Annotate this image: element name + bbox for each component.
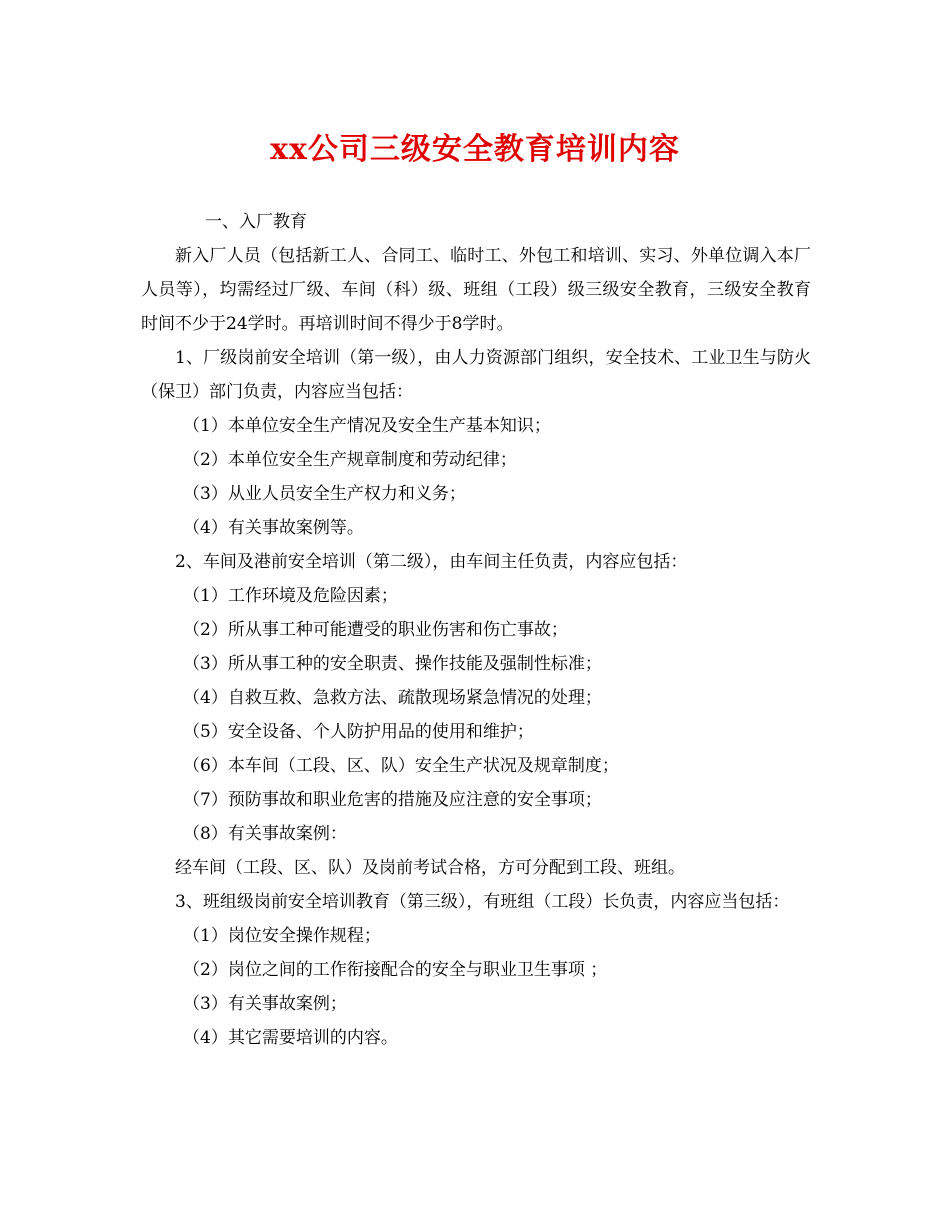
list-item: （4）自救互救、急救方法、疏散现场紧急情况的处理； <box>183 688 602 708</box>
level-one-heading: 1、厂级岗前安全培训（第一级），由人力资源部门组织，安全技术、工业卫生与防火（保卫）部门负责，内容应当包括： <box>141 348 811 402</box>
section-heading: 一、入厂教育 <box>205 212 307 232</box>
body-paragraph: 经车间（工段、区、队）及岗前考试合格，方可分配到工段、班组。 <box>175 858 685 878</box>
list-item: （6）本车间（工段、区、队）安全生产状况及规章制度； <box>183 756 619 776</box>
list-item: （3）从业人员安全生产权力和义务； <box>183 484 466 504</box>
level-two-heading: 2、车间及港前安全培训（第二级），由车间主任负责，内容应包括： <box>175 552 688 572</box>
list-item: （4）其它需要培训的内容。 <box>183 1028 398 1048</box>
list-item: （3）所从事工种的安全职责、操作技能及强制性标准； <box>183 654 602 674</box>
list-item: （7）预防事故和职业危害的措施及应注意的安全事项； <box>183 790 602 810</box>
document-body <box>141 205 811 1055</box>
list-item: （1）工作环境及危险因素； <box>183 586 398 606</box>
list-item: （5）安全设备、个人防护用品的使用和维护； <box>183 722 534 742</box>
list-item: （4）有关事故案例等。 <box>183 518 364 538</box>
body-paragraph: 新入厂人员（包括新工人、合同工、临时工、外包工和培训、实习、外单位调入本厂人员等），均需经过厂级、车间（科）级、班组（工段）级三级安全教育，三级安全教育时间不少于24学时。再培训时间不得少于8学时。 <box>141 246 811 334</box>
list-item: （2）岗位之间的工作衔接配合的安全与职业卫生事项 ； <box>183 960 608 980</box>
level-three-heading: 3、班组级岗前安全培训教育（第三级），有班组（工段）长负责，内容应当包括： <box>175 892 790 912</box>
list-item: （1）岗位安全操作规程； <box>183 926 381 946</box>
list-item: （8）有关事故案例： <box>183 824 347 844</box>
list-item: （3）有关事故案例； <box>183 994 347 1014</box>
list-item: （2）本单位安全生产规章制度和劳动纪律； <box>183 450 517 470</box>
document-title: xx公司三级安全教育培训内容 <box>270 132 680 167</box>
list-item: （2）所从事工种可能遭受的职业伤害和伤亡事故； <box>183 620 568 640</box>
list-item: （1）本单位安全生产情况及安全生产基本知识； <box>183 416 551 436</box>
